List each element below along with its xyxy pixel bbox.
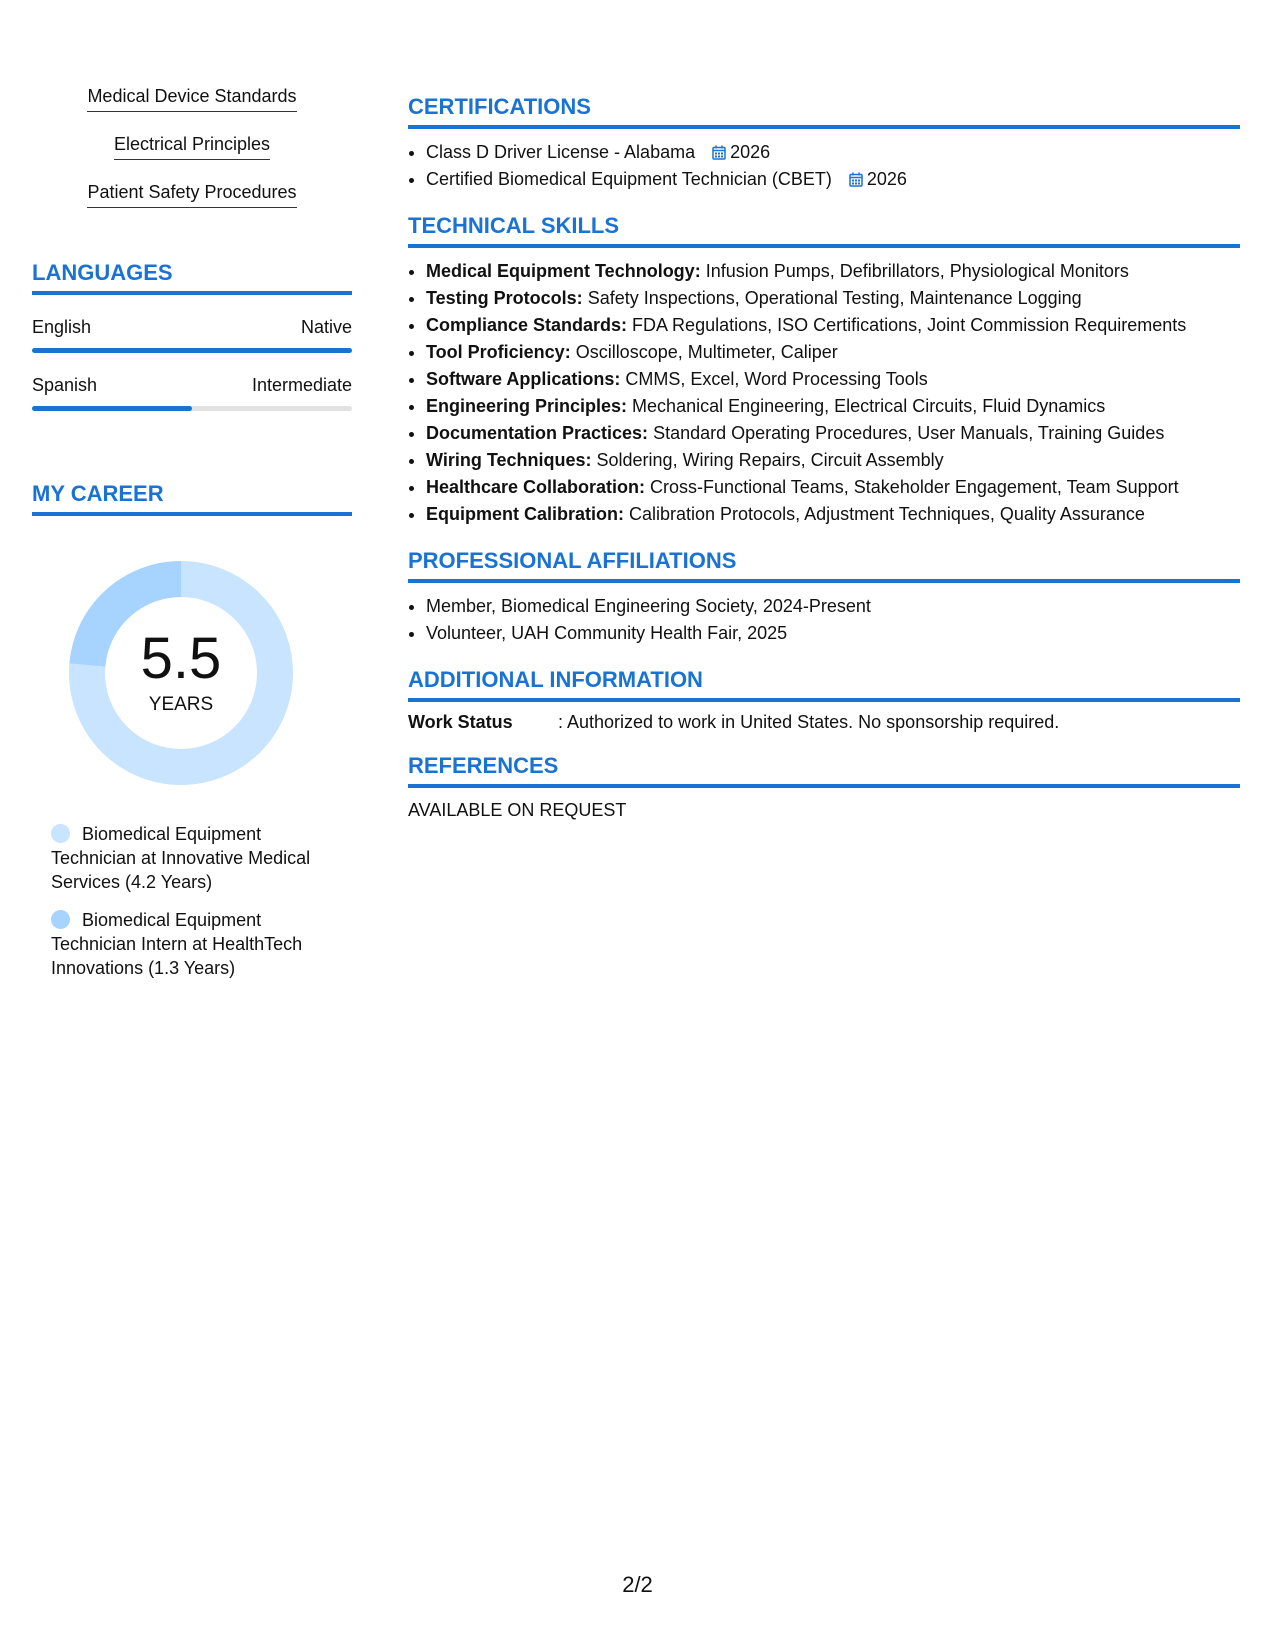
career-heading: MY CAREER [32,481,352,516]
language-proficiency-fill [32,348,352,353]
skill-title: Healthcare Collaboration: [426,477,646,497]
additional-info-heading: ADDITIONAL INFORMATION [408,667,1240,702]
work-status-row [408,712,1240,733]
career-total-value: 5.5 [140,626,222,691]
skill-text: Soldering, Wiring Repairs, Circuit Assembly [591,450,944,470]
certification-year: 2026 [866,169,907,189]
technical-skill-item [426,447,1240,474]
skill-title: Equipment Calibration: [426,504,624,524]
language-proficiency-fill [32,406,192,411]
references-text: AVAILABLE ON REQUEST [408,800,627,820]
certification-year: 2026 [730,142,771,162]
skill-text: FDA Regulations, ISO Certifications, Joint Commission Requirements [627,315,1187,335]
technical-skill-item [426,501,1240,528]
skill-text: Standard Operating Procedures, User Manuals, Training Guides [648,423,1165,443]
page-number: 2/2 [622,1572,653,1597]
affiliations-heading: PROFESSIONAL AFFILIATIONS [408,548,1240,583]
skill-title: Tool Proficiency: [426,342,571,362]
language-level: Native [300,317,352,337]
skill-text: Safety Inspections, Operational Testing, Maintenance Logging [582,288,1082,308]
technical-skill-item [426,420,1240,447]
skill-title: Medical Equipment Technology: [426,261,701,281]
certification-name: Certified Biomedical Equipment Technician (CBET) [426,169,832,189]
work-status-label: Work Status [408,712,513,732]
references-heading: REFERENCES [408,753,1240,788]
skill-chip: Medical Device Standards [87,86,296,112]
language-proficiency-bar [32,406,352,411]
calendar-icon [712,145,726,160]
certifications-list [408,139,1240,193]
language-proficiency-bar [32,348,352,353]
career-legend-dot [51,910,70,929]
career-total-unit: YEARS [148,694,214,715]
skill-title: Documentation Practices: [426,423,649,443]
skill-text: Cross-Functional Teams, Stakeholder Engagement, Team Support [645,477,1179,497]
technical-skill-item [426,339,1240,366]
career-legend-item [51,822,341,894]
calendar-icon [849,172,863,187]
affiliations-list [408,593,1240,647]
career-total [66,558,296,788]
career-legend-dot [51,824,70,843]
skill-title: Wiring Techniques: [426,450,592,470]
certifications-heading: CERTIFICATIONS [408,94,1240,129]
technical-skill-item [426,312,1240,339]
technical-skills-heading: TECHNICAL SKILLS [408,213,1240,248]
technical-skill-item [426,258,1240,285]
work-status-value: : Authorized to work in United States. No sponsorship required. [558,712,1060,732]
certification-name: Class D Driver License - Alabama [426,142,696,162]
right-column [408,94,1240,821]
career-legend-label: Biomedical Equipment Technician at Innovative Medical Services (4.2 Years) [51,824,311,892]
career-legend-item [51,908,341,980]
technical-skill-item [426,474,1240,501]
skill-text: Oscilloscope, Multimeter, Caliper [570,342,838,362]
language-item [32,317,352,353]
language-name: Spanish [32,375,98,395]
skill-title: Software Applications: [426,369,621,389]
language-name: English [32,317,92,337]
technical-skills-list [408,258,1240,528]
skill-title: Engineering Principles: [426,396,628,416]
language-level: Intermediate [251,375,352,395]
career-donut-chart [66,558,296,788]
skill-text: Mechanical Engineering, Electrical Circuits, Fluid Dynamics [627,396,1106,416]
skill-chip: Patient Safety Procedures [87,182,296,208]
skill-title: Compliance Standards: [426,315,628,335]
language-item [32,375,352,411]
left-column [32,86,352,994]
technical-skill-item [426,366,1240,393]
technical-skill-item [426,393,1240,420]
affiliation-item: • Volunteer, UAH Community Health Fair, 2025 [426,620,1240,647]
languages-heading: LANGUAGES [32,260,352,295]
certification-item [426,166,1240,193]
skill-text: Calibration Protocols, Adjustment Techniques, Quality Assurance [624,504,1145,524]
technical-skill-item [426,285,1240,312]
career-legend-label: Biomedical Equipment Technician Intern at HealthTech Innovations (1.3 Years) [51,910,303,978]
skill-title: Testing Protocols: [426,288,583,308]
certification-item [426,139,1240,166]
skill-chip: Electrical Principles [114,134,270,160]
career-legend [32,822,352,980]
skill-text: Infusion Pumps, Defibrillators, Physiological Monitors [700,261,1129,281]
affiliation-item: • Member, Biomedical Engineering Society, 2024-Present [426,593,1240,620]
skill-text: CMMS, Excel, Word Processing Tools [620,369,928,389]
